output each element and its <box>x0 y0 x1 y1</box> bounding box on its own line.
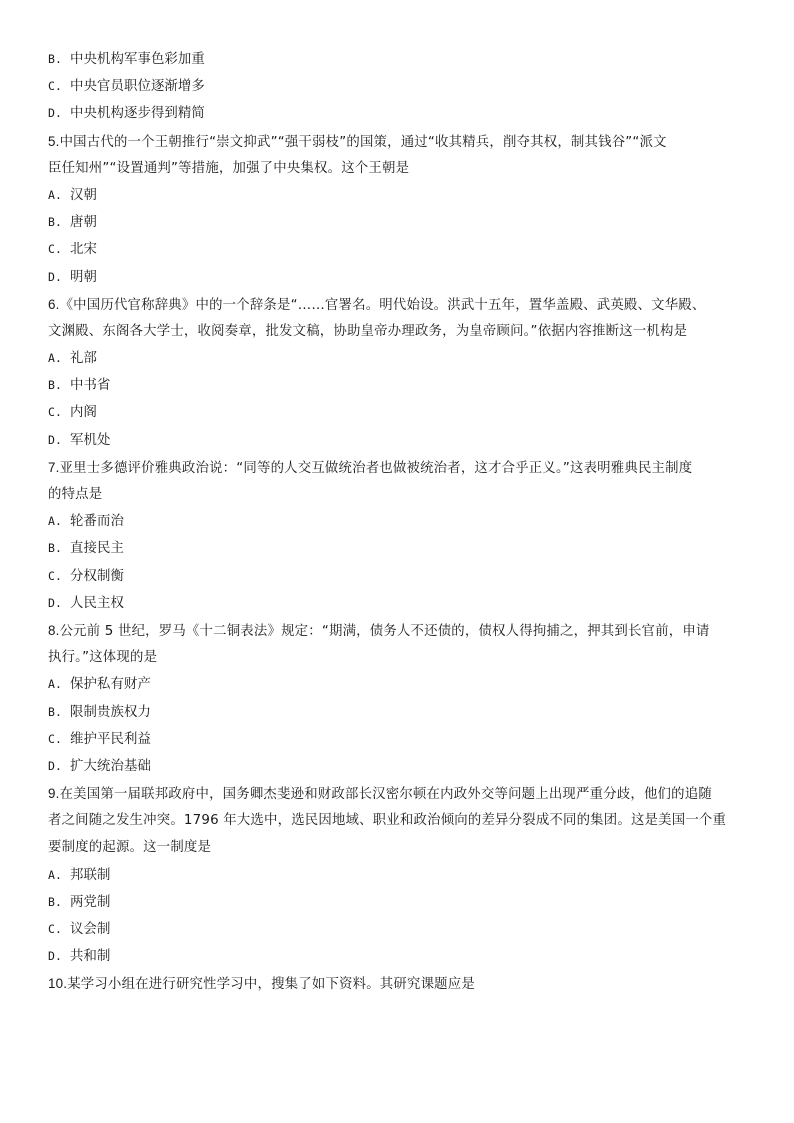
q7-stem-line-1 <box>48 454 748 481</box>
q9-option-d <box>48 943 748 970</box>
stem-text: 者之间随之发生冲突。1796 年大选中，选民因地域、职业和政治倾向的差异分裂成不同的集团。这是美国一个重 <box>48 813 727 829</box>
option-text: 共和制 <box>70 949 111 965</box>
option-text: 扩大统治基础 <box>70 758 151 774</box>
option-letter: A. <box>48 351 63 366</box>
q4-option-c <box>48 73 748 100</box>
question-list <box>48 46 748 998</box>
q9-stem-line-1 <box>48 780 748 807</box>
q5-option-b <box>48 209 748 236</box>
q6-option-d <box>48 427 748 454</box>
q6-stem-line-1 <box>48 291 748 318</box>
stem-text: 要制度的起源。这一制度是 <box>48 840 212 856</box>
option-letter: D. <box>48 106 63 121</box>
option-letter: B. <box>48 894 63 909</box>
q8-stem-line-1 <box>48 617 748 644</box>
option-text: 汉朝 <box>70 187 97 203</box>
option-letter: D. <box>48 758 63 773</box>
question-number: 8. <box>48 622 60 638</box>
question-number: 7. <box>48 459 60 475</box>
option-letter: C. <box>48 922 63 936</box>
q9-option-b <box>48 889 748 916</box>
q8-option-a <box>48 671 748 698</box>
option-letter: B. <box>48 541 63 556</box>
option-text: 中书省 <box>70 378 111 394</box>
q7-option-d <box>48 590 748 617</box>
option-text: 北宋 <box>70 242 97 258</box>
option-letter: A. <box>48 514 63 529</box>
q4-option-d <box>48 100 748 127</box>
q9-option-c <box>48 916 748 943</box>
stem-text: 臣任知州”“设置通判”等措施，加强了中央集权。这个王朝是 <box>48 160 410 176</box>
option-text: 中央机构逐步得到精简 <box>70 106 205 122</box>
option-text: 明朝 <box>70 269 97 285</box>
stem-text: 在美国第一届联邦政府中，国务卿杰斐逊和财政部长汉密尔顿在内政外交等问题上出现严重分歧，他们的追随 <box>59 787 712 803</box>
option-letter: D. <box>48 269 63 284</box>
option-text: 议会制 <box>70 922 111 937</box>
stem-text: 执行。”这体现的是 <box>48 650 158 666</box>
q9-stem-line-3 <box>48 834 748 861</box>
q5-stem-line-1 <box>48 128 748 155</box>
q5-option-c <box>48 236 748 263</box>
q9-option-a <box>48 862 748 889</box>
option-letter: A. <box>48 187 63 202</box>
q8-option-c <box>48 726 748 753</box>
option-text: 限制贵族权力 <box>70 704 151 720</box>
question-number: 6. <box>48 296 60 312</box>
q6-option-c <box>48 399 748 426</box>
q10-stem-line-1 <box>48 970 748 997</box>
q5-option-a <box>48 182 748 209</box>
q8-option-d <box>48 753 748 780</box>
question-number: 10. <box>48 976 68 992</box>
q8-option-b <box>48 699 748 726</box>
option-letter: B. <box>48 52 63 66</box>
option-text: 中央官员职位逐渐增多 <box>70 79 205 95</box>
option-letter: B. <box>48 378 63 393</box>
q9-stem-line-2 <box>48 807 748 834</box>
stem-text: 亚里士多德评价雅典政治说：“同等的人交互做统治者也做被统治者，这才合乎正义。”这表明雅典民主制度 <box>59 460 693 476</box>
option-text: 轮番而治 <box>70 514 124 530</box>
option-letter: C. <box>48 568 63 583</box>
option-text: 中央机构军事色彩加重 <box>70 52 205 67</box>
option-letter: B. <box>48 215 63 230</box>
q8-stem-line-2 <box>48 644 748 671</box>
option-letter: A. <box>48 677 63 692</box>
option-text: 保护私有财产 <box>70 677 151 693</box>
q7-option-c <box>48 563 748 590</box>
option-text: 人民主权 <box>70 595 124 611</box>
option-letter: C. <box>48 405 63 420</box>
q6-option-b <box>48 372 748 399</box>
q7-stem-line-2 <box>48 481 748 508</box>
stem-text: 《中国历代官称辞典》中的一个辞条是“……官署名。明代始设。洪武十五年，置华盖殿、武英殿、文华殿、 <box>59 297 706 313</box>
option-text: 内阁 <box>70 405 97 421</box>
q5-stem-line-2 <box>48 155 748 182</box>
option-text: 邦联制 <box>70 867 111 883</box>
option-letter: C. <box>48 242 63 257</box>
option-letter: D. <box>48 432 63 447</box>
option-text: 军机处 <box>70 432 111 448</box>
q5-option-d <box>48 264 748 291</box>
option-letter: A. <box>48 867 63 882</box>
question-number: 9. <box>48 786 60 802</box>
stem-text: 某学习小组在进行研究性学习中，搜集了如下资料。其研究课题应是 <box>67 977 475 993</box>
option-letter: B. <box>48 704 63 719</box>
option-text: 两党制 <box>70 894 111 910</box>
q6-stem-line-2 <box>48 318 748 345</box>
option-text: 直接民主 <box>70 541 124 557</box>
option-letter: D. <box>48 595 63 610</box>
stem-text: 的特点是 <box>48 487 103 502</box>
question-number: 5. <box>48 133 60 149</box>
option-text: 唐朝 <box>70 215 97 231</box>
option-text: 分权制衡 <box>70 568 124 584</box>
option-text: 礼部 <box>70 351 97 367</box>
stem-text: 文渊殿、东阁各大学士，收阅奏章，批发文稿，协助皇帝办理政务，为皇帝顾问。”依据内容推断这一机构是 <box>48 323 688 339</box>
option-text: 维护平民利益 <box>70 731 151 747</box>
q7-option-b <box>48 535 748 562</box>
stem-text: 中国古代的一个王朝推行“崇文抑武”“强干弱枝”的国策，通过“收其精兵，削夺其权，制其钱谷”“派文 <box>59 134 667 150</box>
q7-option-a <box>48 508 748 535</box>
option-letter: C. <box>48 79 63 94</box>
option-letter: D. <box>48 949 63 964</box>
stem-text: 公元前 5 世纪，罗马《十二铜表法》规定：“期满，债务人不还债的，债权人得拘捕之，押其到长官前，申请 <box>59 623 710 639</box>
q4-option-b <box>48 46 748 73</box>
q6-option-a <box>48 345 748 372</box>
option-letter: C. <box>48 731 63 746</box>
